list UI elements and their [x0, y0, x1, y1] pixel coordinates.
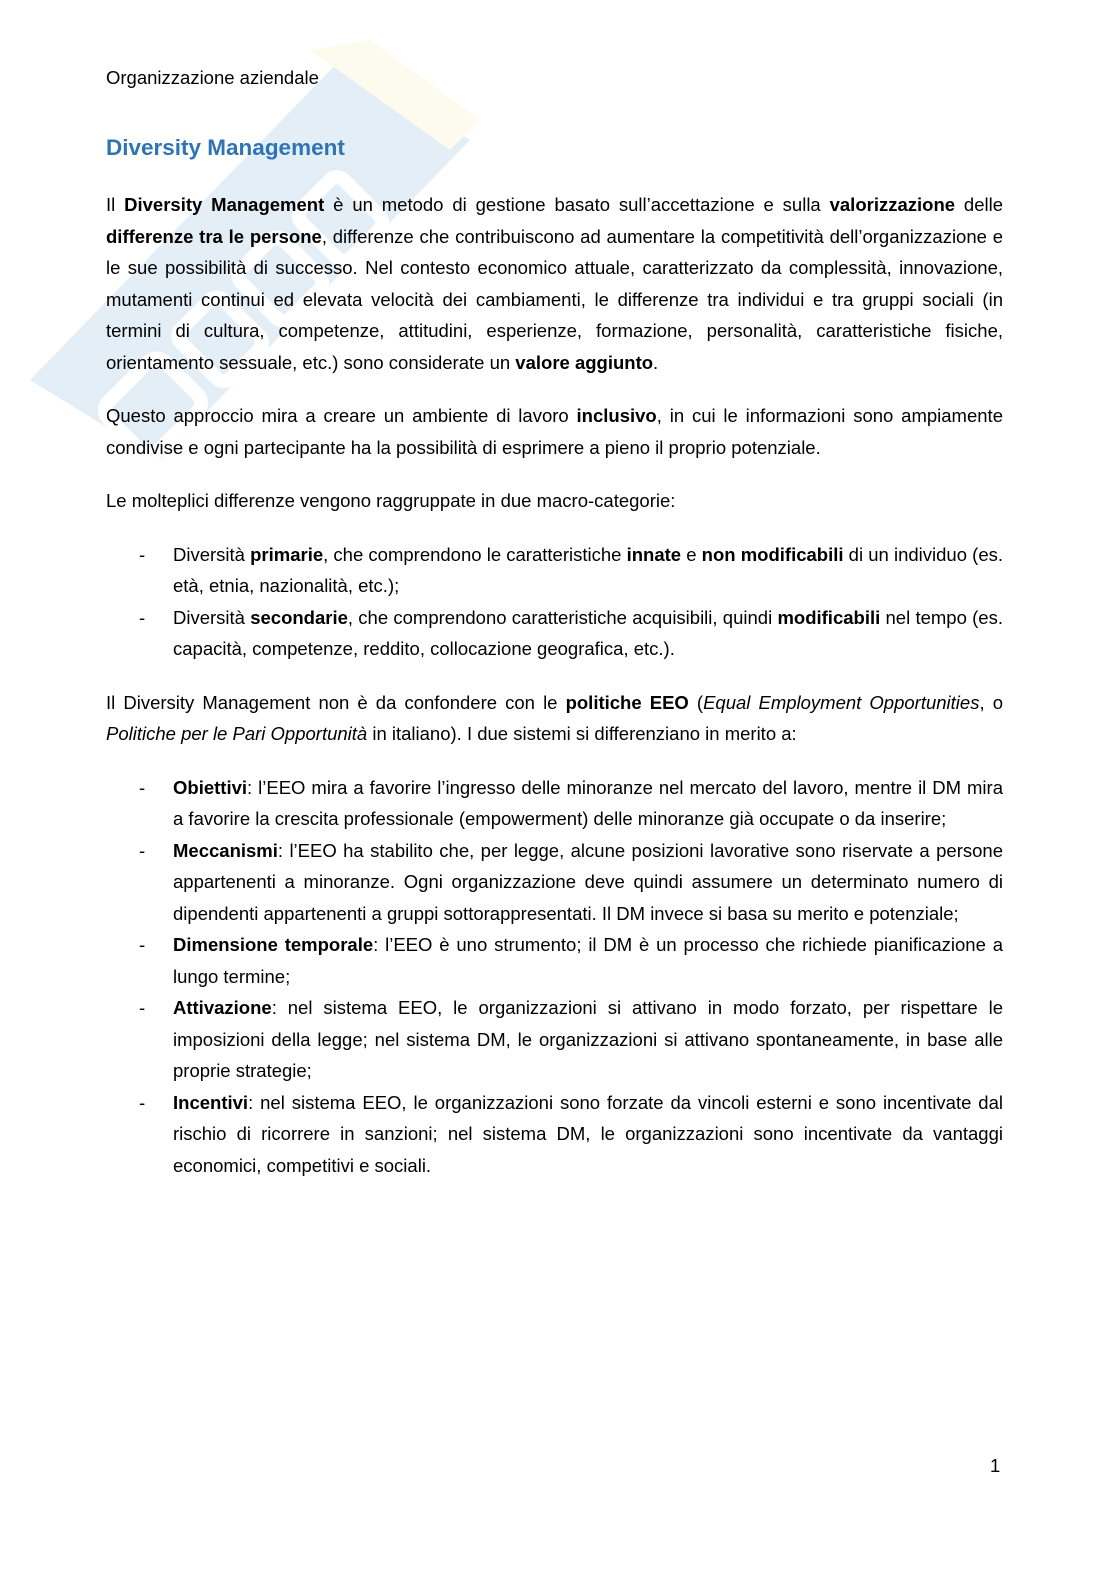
- document-title: Diversity Management: [106, 135, 345, 160]
- list-item: - Meccanismi: l’EEO ha stabilito che, per legge, alcune posizioni lavorative sono riservate a persone appartenenti a minoranze. Ogni organizzazione deve quindi assumere un determinato numero di dipendenti appartenenti a gruppi sottorappresentati. Il DM invece si basa su merito e potenziale;: [106, 835, 1003, 930]
- bullet-dash: -: [139, 776, 146, 798]
- differences-list: [106, 772, 1003, 1182]
- bullet-dash: -: [139, 934, 146, 955]
- inclusive-paragraph: Questo approccio mira a creare un ambiente di lavoro inclusivo, in cui le informazioni sono ampiamente condivise e ogni partecipante ha la possibilità di esprimere a pieno il proprio potenziale.: [106, 405, 1003, 458]
- page-number: 1: [990, 1455, 1001, 1476]
- categories-intro: Le molteplici differenze vengono raggruppate in due macro-categorie:: [106, 490, 676, 511]
- list-item: - Obiettivi: l’EEO mira a favorire l’ingresso delle minoranze nel mercato del lavoro, mentre il DM mira a favorire la crescita professionale (empowerment) delle minoranze già occupate o da inserire;: [106, 772, 1003, 835]
- page-header: Organizzazione aziendale: [106, 67, 319, 88]
- bullet-dash: -: [139, 606, 146, 628]
- list-item: - Attivazione: nel sistema EEO, le organizzazioni si attivano in modo forzato, per rispettare le imposizioni della legge; nel sistema DM, le organizzazioni si attivano spontaneamente, in base alle proprie strategie;: [106, 992, 1003, 1087]
- eeo-paragraph: Il Diversity Management non è da confondere con le politiche EEO (Equal Employment Opportunities, o Politiche per le Pari Opportunità in italiano). I due sistemi si differenziano in merito a:: [106, 691, 1003, 744]
- document-body: [106, 189, 1003, 1203]
- bullet-dash: -: [139, 997, 146, 1018]
- list-item: - Diversità primarie, che comprendono le caratteristiche innate e non modificabili di un individuo (es. età, etnia, nazionalità, etc.);: [106, 539, 1003, 602]
- bullet-dash: -: [139, 839, 146, 861]
- bullet-dash: -: [139, 1091, 146, 1113]
- bullet-dash: -: [139, 543, 146, 565]
- intro-paragraph: Il Diversity Management è un metodo di gestione basato sull’accettazione e sulla valorizzazione delle differenze tra le persone, differenze che contribuiscono ad aumentare la competitività dell’organizzazione e le sue possibilità di successo. Nel contesto economico attuale, caratterizzato da complessità, innovazione, mutamenti continui ed elevata velocità dei cambiamenti, le differenze tra individui e tra gruppi sociali (in termini di cultura, competenze, attitudini, esperienze, formazione, personalità, caratteristiche fisiche, orientamento sessuale, etc.) sono considerate un valore aggiunto.: [106, 194, 1004, 373]
- list-item: - Incentivi: nel sistema EEO, le organizzazioni sono forzate da vincoli esterni e sono incentivate dal rischio di ricorrere in sanzioni; nel sistema DM, le organizzazioni sono incentivate da vantaggi economici, competitivi e sociali.: [106, 1087, 1003, 1182]
- list-item: - Diversità secondarie, che comprendono caratteristiche acquisibili, quindi modificabili nel tempo (es. capacità, competenze, reddito, collocazione geografica, etc.).: [106, 602, 1003, 665]
- diversity-categories-list: [106, 539, 1003, 665]
- list-item: - Dimensione temporale: l’EEO è uno strumento; il DM è un processo che richiede pianificazione a lungo termine;: [106, 929, 1003, 992]
